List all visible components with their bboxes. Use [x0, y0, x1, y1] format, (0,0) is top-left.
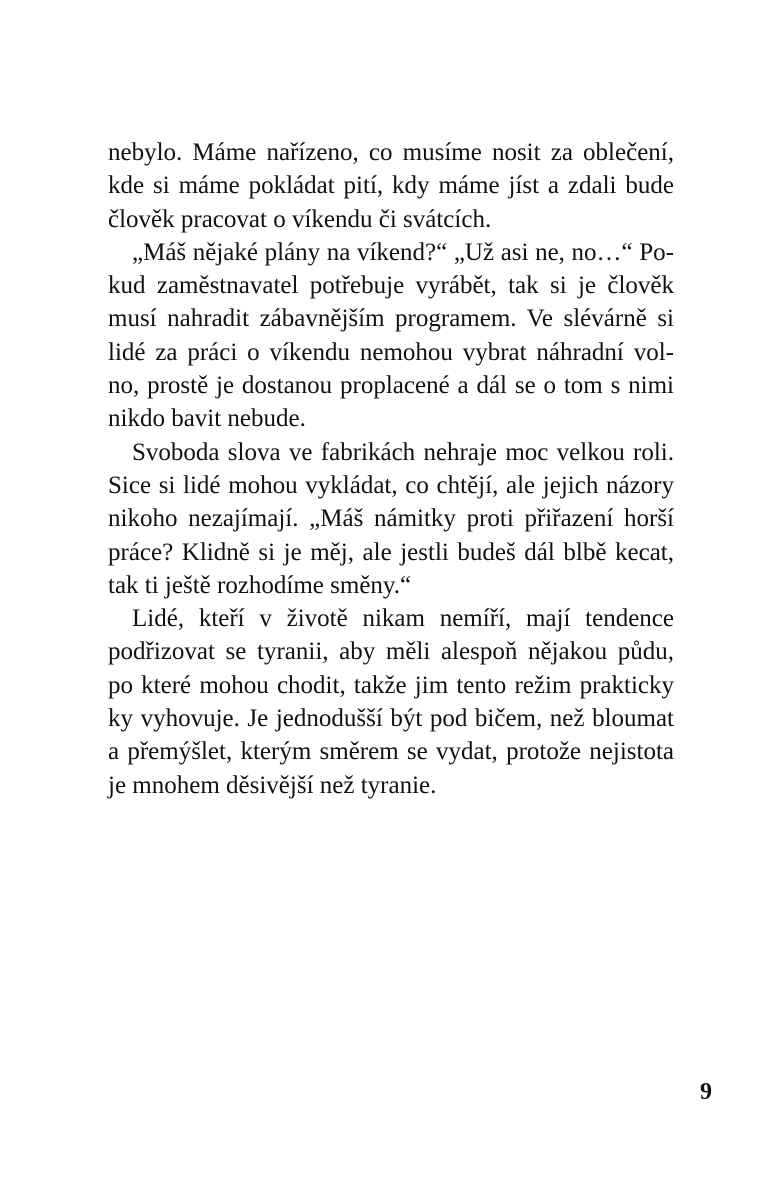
text-line: ky vyhovuje. Je jednodušší být pod bičem, než bloumat [108, 705, 674, 733]
text-line: nikdo bavit nebude. [108, 405, 306, 433]
text-line: kud zaměstnavatel potřebuje vyrábět, tak si je člověk [108, 272, 674, 300]
text-line: Svoboda slova ve fabrikách nehraje moc velkou roli. [132, 438, 674, 466]
body-text [108, 136, 674, 802]
text-line: po které mohou chodit, takže jim tento režim prakticky [108, 671, 674, 699]
text-line: a přemýšlet, kterým směrem se vydat, protože nejistota [108, 738, 674, 766]
text-line: Sice si lidé mohou vykládat, co chtějí, ale jejich názory [108, 471, 674, 499]
text-line: lidé za práci o víkendu nemohou vybrat náhradní vol- [108, 338, 674, 366]
text-line: je mnohem děsivější než tyranie. [108, 771, 437, 799]
text-line: Lidé, kteří v životě nikam nemíří, mají tendence [132, 605, 674, 633]
text-line: no, prostě je dostanou proplacené a dál se o tom s nimi [108, 372, 674, 400]
text-line: musí nahradit zábavnějším programem. Ve slévárně si [108, 305, 674, 333]
text-line: práce? Klidně si je měj, ale jestli budeš dál blbě kecat, [108, 538, 674, 566]
page-number: 9 [700, 1079, 712, 1105]
text-line: „Máš nějaké plány na víkend?“ „Už asi ne, no…“ Po- [132, 238, 674, 266]
text-line: kde si máme pokládat pití, kdy máme jíst a zdali bude [108, 172, 674, 200]
text-line: nebylo. Máme nařízeno, co musíme nosit za oblečení, [108, 139, 674, 166]
text-line: tak ti ještě rozhodíme směny.“ [108, 571, 412, 599]
text-line: člověk pracovat o víkendu či svátcích. [108, 205, 492, 233]
text-line: nikoho nezajímají. „Máš námitky proti přiřazení horší [108, 505, 674, 533]
text-line: podřizovat se tyranii, aby měli alespoň nějakou půdu, [108, 638, 674, 666]
